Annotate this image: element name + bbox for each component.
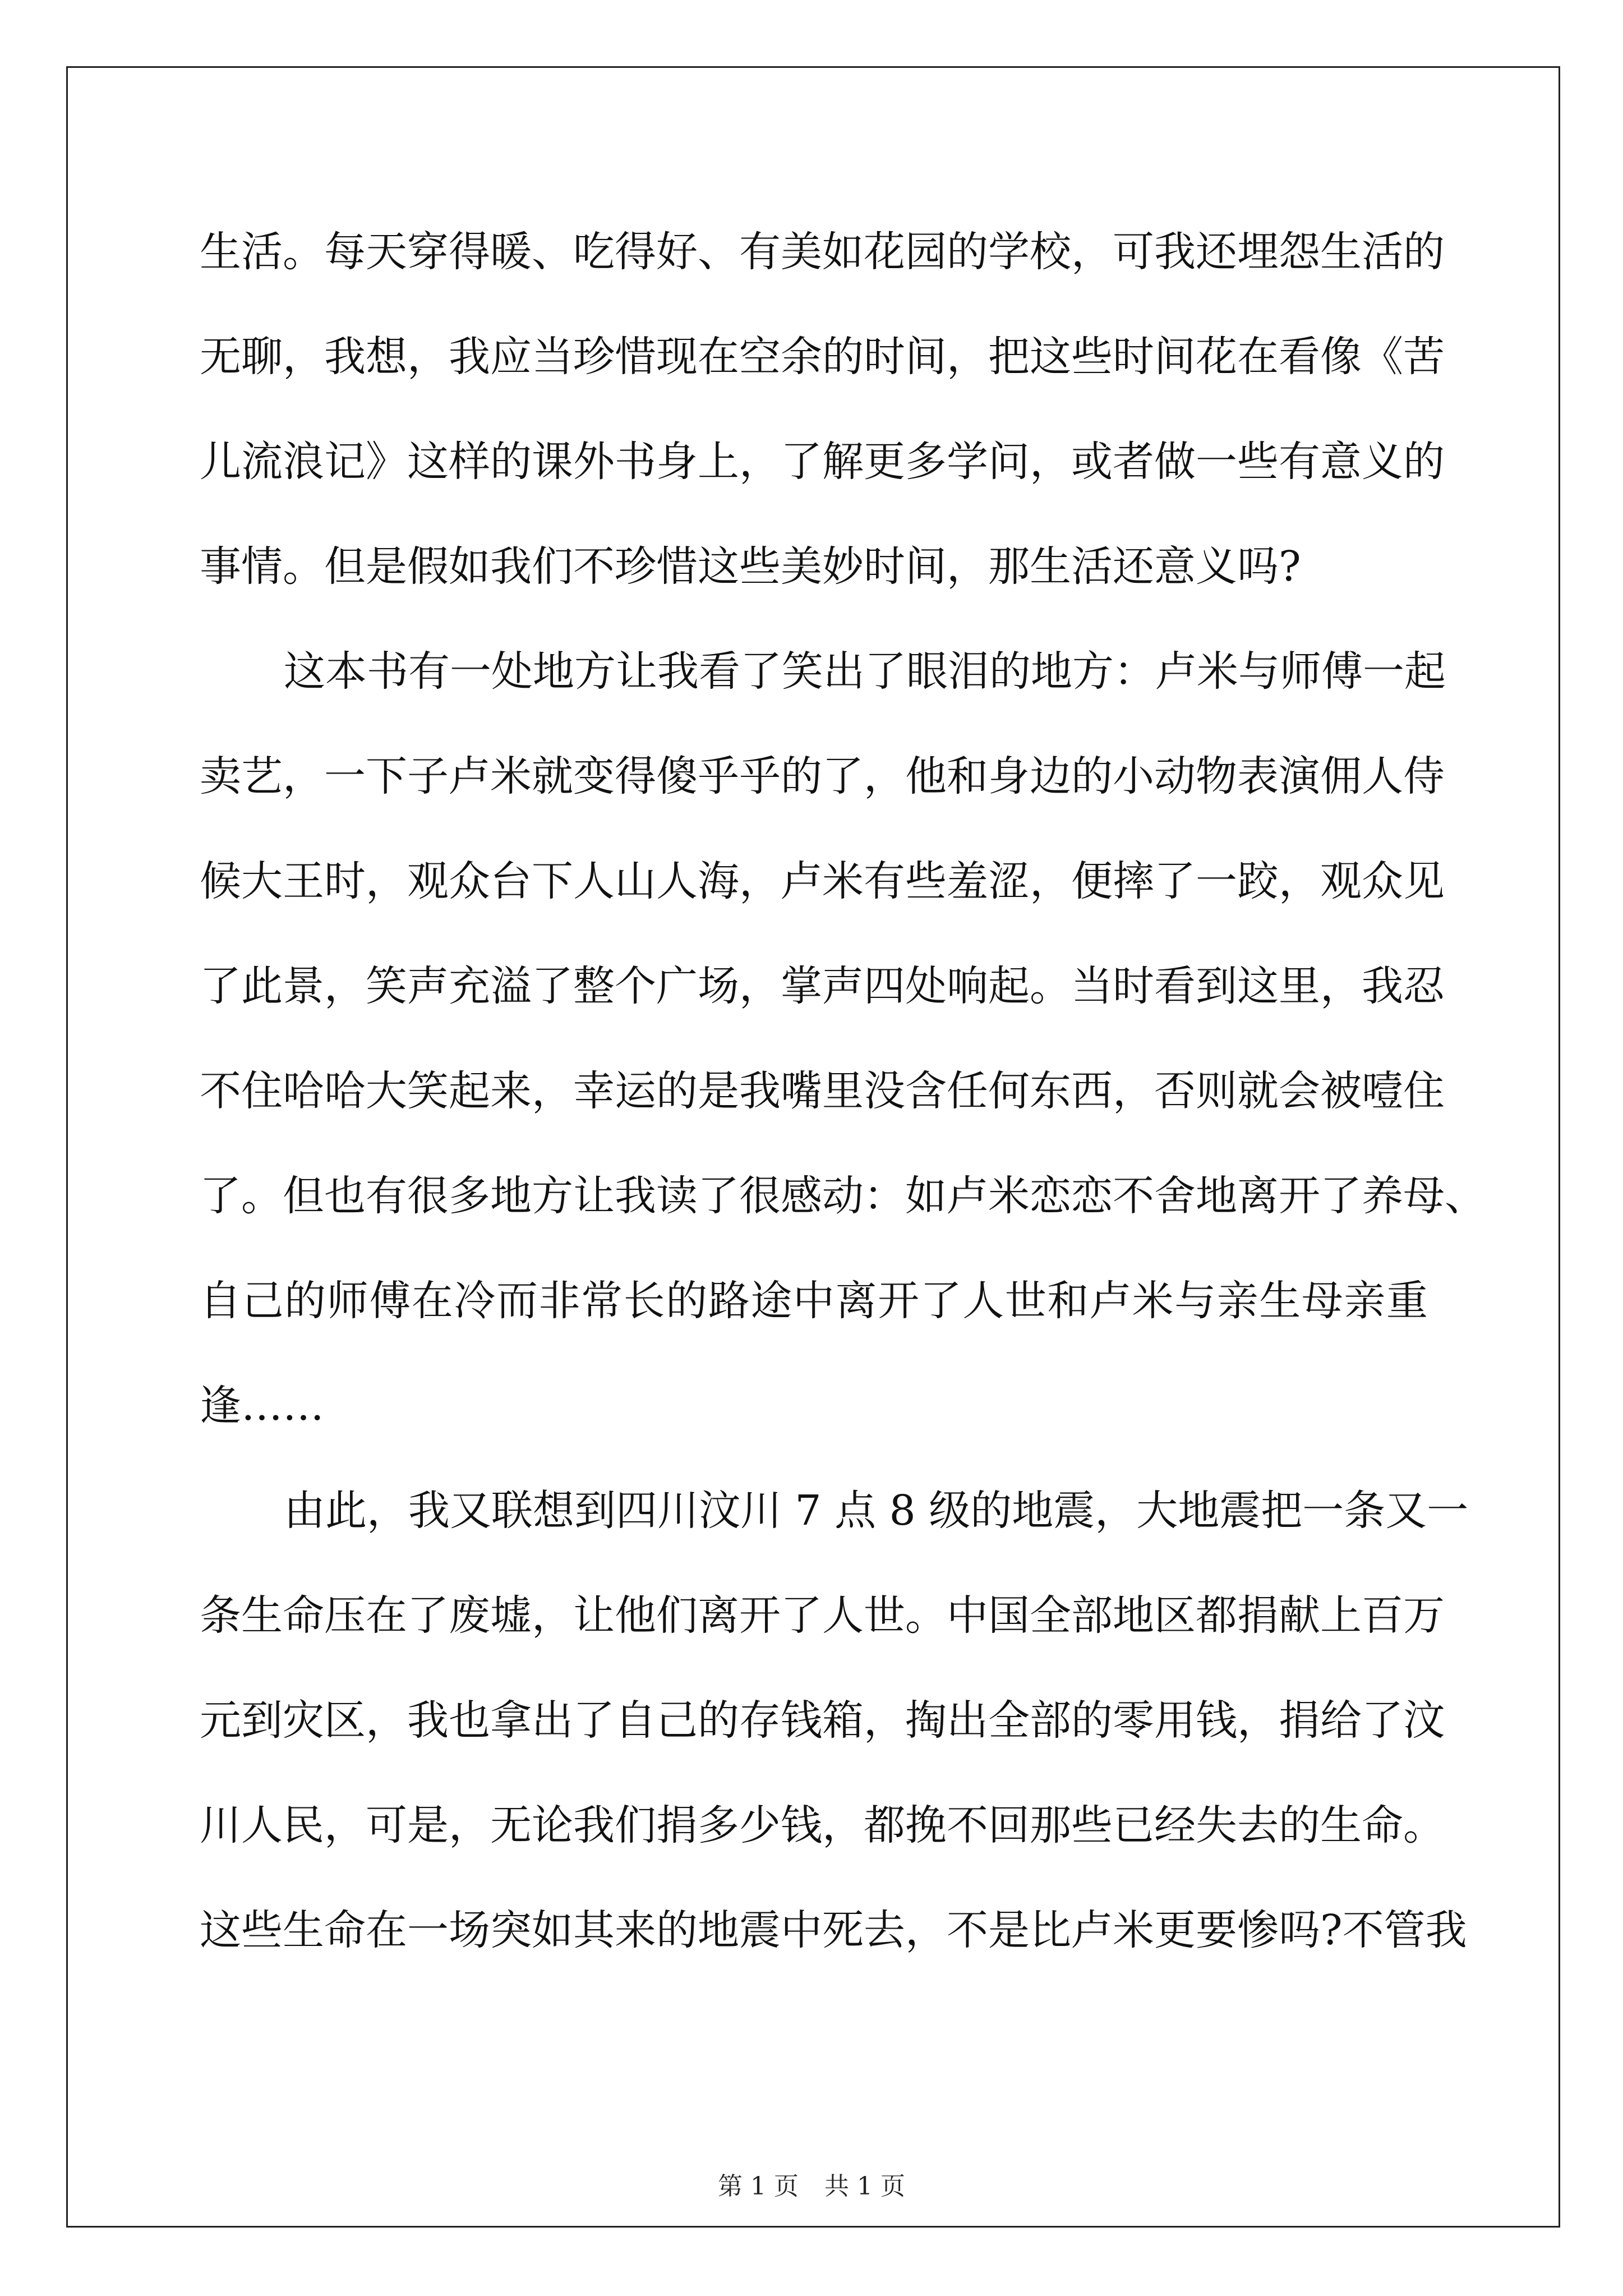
text-line: 这本书有一处地方让我看了笑出了眼泪的地方：卢米与师傅一起 bbox=[284, 647, 1446, 696]
total-pages: 共 1 页 bbox=[824, 2172, 905, 2201]
text-line: 自己的师傅在冷而非常长的路途中离开了人世和卢米与亲生母亲重 bbox=[200, 1277, 1428, 1325]
text-line: 了此景，笑声充溢了整个广场，掌声四处响起。当时看到这里，我忍 bbox=[200, 962, 1445, 1010]
text-line: 条生命压在了废墟，让他们离开了人世。中国全部地区都捐献上百万 bbox=[200, 1591, 1445, 1640]
page-footer bbox=[0, 2170, 1623, 2203]
text-line: 元到灾区，我也拿出了自己的存钱箱，掏出全部的零用钱，捐给了汶 bbox=[200, 1696, 1445, 1745]
text-line: 逢…… bbox=[200, 1382, 324, 1430]
document-body bbox=[200, 200, 1486, 1983]
text-line: 这些生命在一场突如其来的地震中死去，不是比卢米更要惨吗?不管我 bbox=[200, 1906, 1467, 1954]
text-line: 无聊，我想，我应当珍惜现在空余的时间，把这些时间花在看像《苦 bbox=[200, 333, 1445, 381]
text-line: 事情。但是假如我们不珍惜这些美妙时间，那生活还意义吗? bbox=[200, 542, 1301, 591]
page-number: 第 1 页 bbox=[718, 2172, 799, 2201]
text-line: 卖艺，一下子卢米就变得傻乎乎的了，他和身边的小动物表演佣人侍 bbox=[200, 752, 1445, 800]
text-line: 生活。每天穿得暖、吃得好、有美如花园的学校，可我还埋怨生活的 bbox=[200, 228, 1445, 276]
text-line: 了。但也有很多地方让我读了很感动：如卢米恋恋不舍地离开了养母、 bbox=[200, 1172, 1486, 1220]
text-line: 候大王时，观众台下人山人海，卢米有些羞涩，便摔了一跤，观众见 bbox=[200, 857, 1445, 905]
text-line: 不住哈哈大笑起来，幸运的是我嘴里没含任何东西，否则就会被噎住 bbox=[200, 1067, 1445, 1115]
text-line: 儿流浪记》这样的课外书身上，了解更多学问，或者做一些有意义的 bbox=[200, 438, 1445, 486]
text-line: 川人民，可是，无论我们捐多少钱，都挽不回那些已经失去的生命。 bbox=[200, 1801, 1445, 1849]
text-line: 由此，我又联想到四川汶川 7 点 8 级的地震，大地震把一条又一 bbox=[284, 1487, 1469, 1535]
